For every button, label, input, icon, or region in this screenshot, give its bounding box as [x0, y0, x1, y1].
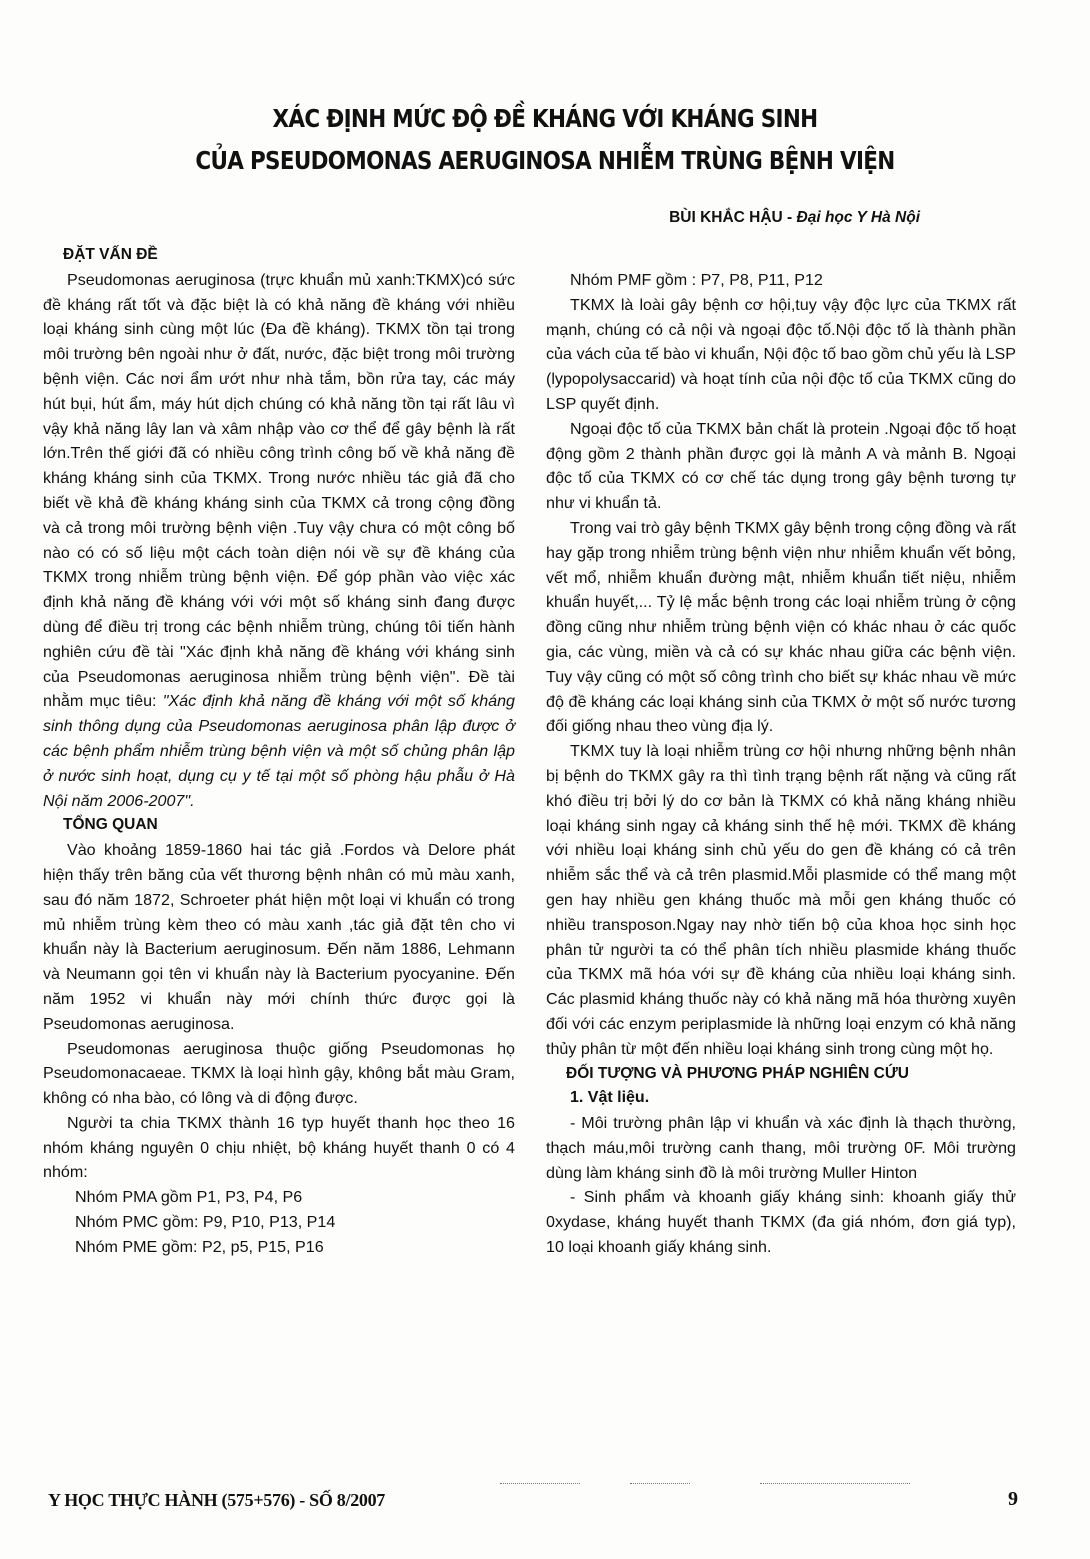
page-number: 9 — [1008, 1488, 1018, 1510]
paragraph: - Sinh phẩm và khoanh giấy kháng sinh: khoanh giấy thử 0xydase, kháng huyết thanh TKMX (đa giá nhóm, đơn giá typ), 10 loại khoanh giấy kháng sinh. — [546, 1188, 1016, 1257]
journal-footer: Y HỌC THỰC HÀNH (575+576) - SỐ 8/2007 — [48, 1490, 385, 1510]
title-line-1: XÁC ĐỊNH MỨC ĐỘ ĐỀ KHÁNG VỚI KHÁNG SINH — [272, 104, 818, 133]
paragraph: Ngoại độc tố của TKMX bản chất là protein .Ngoại độc tố hoạt động gồm 2 thành phần được gọi là mảnh A và mảnh B. Ngoại độc tố của TKMX có cơ chế tác dụng trong gây bệnh tương tự như vi khuẩn tả. — [546, 419, 1016, 513]
footer-rule — [630, 1483, 690, 1484]
paragraph: Vào khoảng 1859-1860 hai tác giả .Fordos và Delore phát hiện thấy trên băng của vết thương bệnh nhân có mủ màu xanh, sau đó năm 1872, Schroeter phát hiện một loại vi khuẩn có trong mủ nhiễm trùng kèm theo có màu xanh ,tác giả đặt tên cho vi khuẩn này là Bacterium aeruginosum. Đến năm 1886, Lehmann và Neumann gọi tên vi khuẩn này là Bacterium pyocyanine. Đến năm 1952 vi khuẩn này mới chính thức được gọi là Pseudomonas aeruginosa. — [43, 841, 515, 1033]
author-line — [669, 209, 920, 227]
paragraph-text: Pseudomonas aeruginosa (trực khuẩn mủ xanh:TKMX)có sức đề kháng rất tốt và đặc biệt là có khả năng đề kháng với nhiều loại kháng sinh cùng một lúc (Đa đề kháng). TKMX tồn tại trong môi trường bên ngoài như ở đất, nước, đặc biệt trong môi trường bệnh viện. Các nơi ẩm ướt như nhà tắm, bồn rửa tay, các máy hút bụi, hút ẩm, máy hút dịch chúng có khả năng tồn tại rất lâu vì vậy khả năng lây lan và xâm nhập vào cơ thể để gây bệnh là rất lớn.Trên thế giới đã có nhiều công trình công bố về khả năng đề kháng kháng sinh của TKMX. Trong nước nhiều tác giả đã cho biết về khả đề kháng kháng sinh của TKMX cả trong cộng đồng và cả trong môi trường bệnh viện .Tuy vậy chưa có một công bố nào có có số liệu một cách toàn diện nói về sự đề kháng của TKMX trong nhiễm trùng bệnh viện. Để góp phần vào việc xác định khả năng đề kháng với với một số kháng sinh đang được dùng để điều trị trong các bệnh nhiễm trùng, chúng tôi tiến hành nghiên cứu đề tài "Xác định khả năng đề kháng với kháng sinh của Pseudomonas aeruginosa nhiễm trùng bệnh viện". Đề tài nhằm mục tiêu: — [43, 270, 515, 711]
section-heading-introduction: ĐẶT VẤN ĐỀ — [63, 246, 158, 263]
paragraph: TKMX tuy là loại nhiễm trùng cơ hội nhưng những bệnh nhân bị bệnh do TKMX gây ra thì tình trạng bệnh rất nặng và cũng rất khó điều trị bởi lý do cơ bản là TKMX có khả năng kháng nhiều loại kháng sinh ngay cả kháng sinh thế hệ mới. TKMX đề kháng với nhiều loại kháng sinh chủ yếu do gen đề kháng có cả trên nhiễm sắc thể và cả trên plasmid.Mỗi plasmide có thể mang một gen hay nhiều gen kháng thuốc mà mỗi gen kháng thuốc có nhiều transposon.Ngay nay nhờ tiến bộ của khoa học sinh học phân tử người ta có thể phân tích nhiều plasmide kháng thuốc của TKMX mã hóa với sự đề kháng của nhiều loại kháng sinh. Các plasmid kháng thuốc này có khả năng mã hóa thường xuyên đối với các enzym periplasmide là những loại enzym có khả năng thủy phân từ một đến nhiều loại kháng sinh trong cùng một họ. — [546, 742, 1016, 1058]
section-heading-methods: ĐỐI TƯỢNG VÀ PHƯƠNG PHÁP NGHIÊN CỨU — [566, 1064, 909, 1082]
article-title — [76, 98, 1013, 182]
paragraph: Người ta chia TKMX thành 16 typ huyết thanh học theo 16 nhóm kháng nguyên 0 chịu nhiệt, bộ kháng huyết thanh 0 có 4 nhóm: — [43, 1113, 515, 1182]
author-name: BÙI KHẮC HẬU — [669, 209, 783, 226]
paragraph: TKMX là loài gây bệnh cơ hội,tuy vậy độc lực của TKMX rất mạnh, chúng có cả nội và ngoại độc tố.Nội độc tố là thành phần của vách của tế bào vi khuẩn, Nội độc tố bao gồm chủ yếu là LSP (lypopolysaccarid) và hoạt tính của nội độc tố của TKMX cũng do LSP quyết định. — [546, 295, 1016, 413]
author-separator: - — [782, 209, 797, 226]
title-line-2: CỦA PSEUDOMONAS AERUGINOSA NHIỄM TRÙNG BỆNH VIỆN — [195, 146, 895, 175]
paragraph: - Môi trường phân lập vi khuẩn và xác định là thạch thường, thạch máu,môi trường canh thang, môi trường 0F. Môi trường dùng làm kháng sinh đồ là môi trường Muller Hinton — [546, 1114, 1016, 1182]
left-column — [43, 243, 515, 1260]
group-item-pmf: Nhóm PMF gồm : P7, P8, P11, P12 — [570, 271, 823, 289]
subsection-heading-materials: 1. Vật liệu. — [570, 1089, 650, 1107]
right-column — [546, 268, 1016, 1260]
section-heading-overview: TỔNG QUAN — [63, 816, 158, 834]
paragraph: Trong vai trò gây bệnh TKMX gây bệnh trong cộng đồng và rất hay gặp trong nhiễm trùng bệnh viện như nhiễm khuẩn vết bỏng, vết mổ, nhiễm khuẩn đường mật, nhiễm khuẩn tiết niệu, nhiễm khuẩn huyết,... Tỷ lệ mắc bệnh trong các loại nhiễm trùng ở cộng đồng cũng như nhiễm trùng bệnh viện có khác nhau ở các quốc gia, các vùng, miền và cả có sự khác nhau giữa các bệnh viện. Tuy vậy cũng có một số công trình cho biết sự khác nhau về mức độ đề kháng các loại kháng sinh của TKMX ở một số nước tương đối giống nhau theo vùng địa lý. — [546, 518, 1016, 736]
group-item-pmc: Nhóm PMC gồm: P9, P10, P13, P14 — [75, 1213, 336, 1232]
footer-rule — [760, 1483, 910, 1484]
objective-text: "Xác định khả năng đề kháng với một số kháng sinh thông dụng của Pseudomonas aeruginosa phân lập được ở các bệnh phẩm nhiễm trùng bệnh viện và một số chủng phân lập ở nước sinh hoạt, dụng cụ y tế tại một số phòng hậu phẫu ở Hà Nội năm 2006-2007". — [43, 692, 515, 810]
group-item-pme: Nhóm PME gồm: P2, p5, P15, P16 — [75, 1237, 324, 1256]
group-item-pma: Nhóm PMA gồm P1, P3, P4, P6 — [75, 1188, 303, 1207]
paragraph — [43, 268, 515, 814]
paragraph: Pseudomonas aeruginosa thuộc giống Pseudomonas họ Pseudomonacaeae. TKMX là loại hình gậy, không bắt màu Gram, không có nha bào, có lông và di động được. — [43, 1039, 515, 1108]
author-affiliation: Đại học Y Hà Nội — [796, 209, 920, 226]
footer-rule — [500, 1483, 580, 1484]
